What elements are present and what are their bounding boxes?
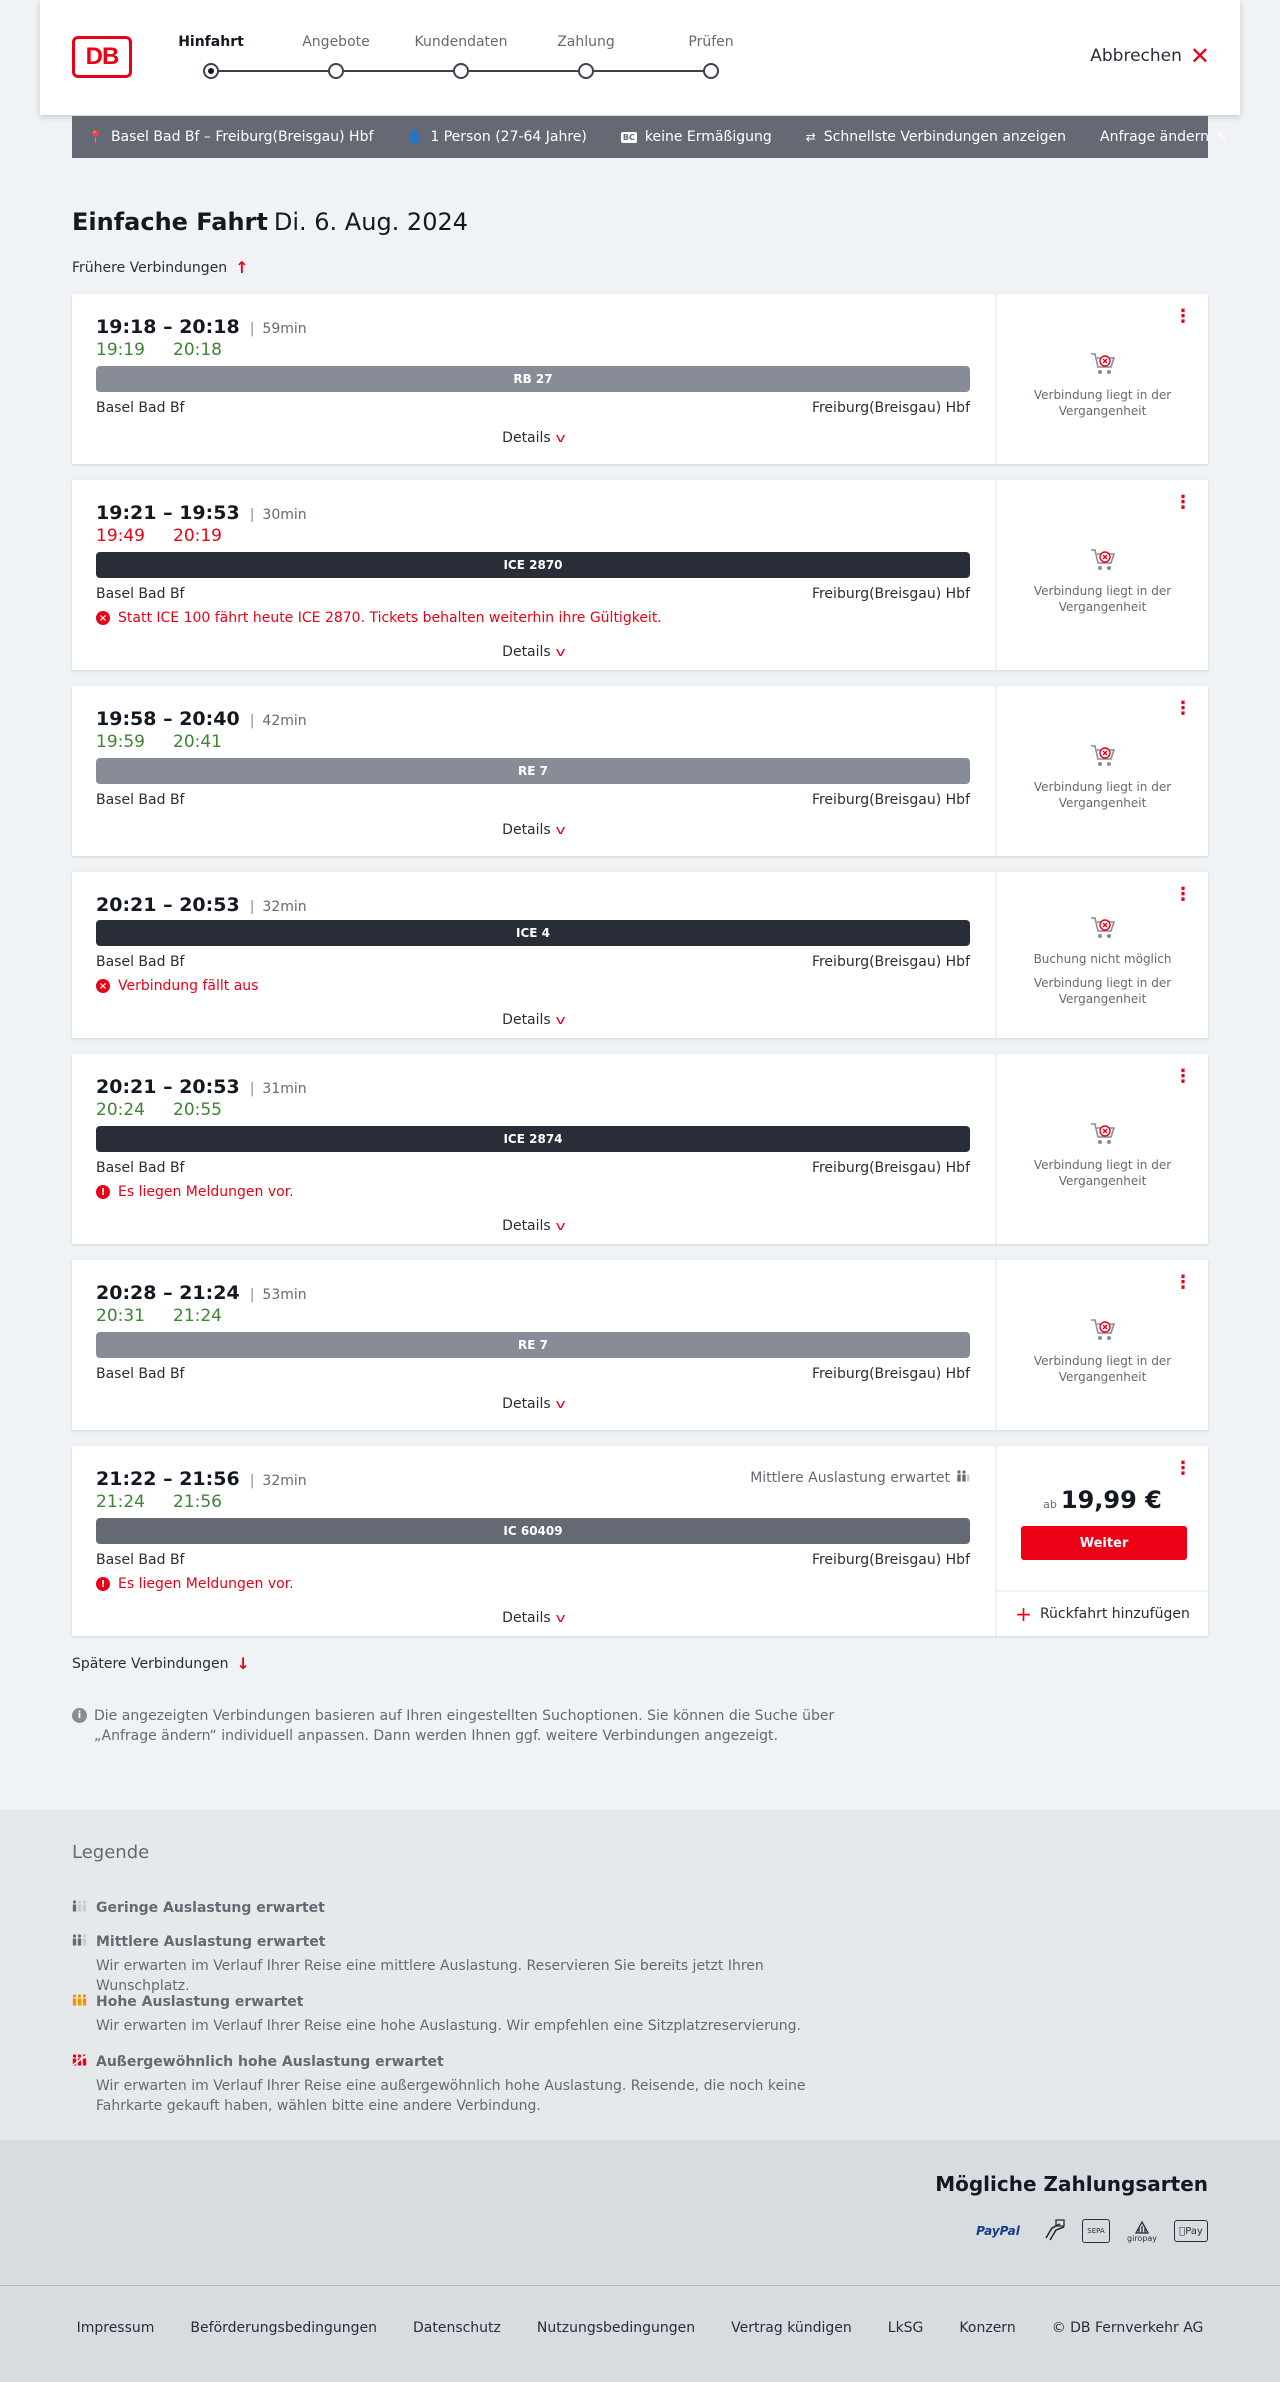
db-logo[interactable]: DB (72, 36, 132, 78)
footer-link-datenschutz[interactable]: Datenschutz (412, 2320, 501, 2336)
step-dot-icon (453, 63, 469, 79)
details-label: Details (502, 430, 551, 446)
stations (96, 1366, 970, 1382)
connection-message (96, 978, 258, 994)
connection-card[interactable] (72, 294, 1208, 464)
train-bar[interactable] (96, 1332, 970, 1358)
step-dot-icon (328, 63, 344, 79)
cart-unavailable-icon (997, 743, 1208, 773)
station-from: Basel Bad Bf (96, 1160, 185, 1176)
bahncard-icon: BC (622, 132, 635, 142)
later-label: Spätere Verbindungen (72, 1655, 229, 1672)
realtime-arrival: 20:18 (173, 340, 222, 360)
more-options-icon[interactable]: ⋮ (1174, 698, 1192, 719)
occupancy-indicator (750, 1470, 970, 1486)
chevron-down-icon: v (555, 1611, 566, 1625)
separator: | (249, 507, 255, 523)
price (997, 1486, 1208, 1514)
legend-item-label: Hohe Auslastung erwartet (96, 1994, 304, 2010)
details-label: Details (502, 644, 551, 660)
chevron-down-icon: v (555, 1397, 566, 1411)
step-3[interactable] (526, 34, 646, 79)
connection-main (72, 1260, 994, 1430)
paypal-icon: PayPal (976, 2224, 1020, 2238)
continue-button[interactable]: Weiter (1021, 1526, 1187, 1560)
stations (96, 400, 970, 416)
station-from: Basel Bad Bf (96, 792, 185, 808)
details-toggle[interactable] (72, 1218, 994, 1234)
booking-panel (995, 1260, 1208, 1430)
page-footer (0, 2285, 1280, 2382)
credit-card-hand-icon (1042, 2216, 1068, 2246)
legend-item-title (72, 1994, 852, 2010)
connection-times (96, 708, 307, 730)
chevron-down-icon: v (555, 431, 566, 445)
realtime-arrival: 20:19 (173, 526, 222, 546)
occupancy-level-icon (72, 1994, 88, 2010)
duration: 53min (262, 1287, 307, 1303)
step-label: Hinfahrt (178, 34, 244, 50)
legend-item-description: Wir erwarten im Verlauf Ihrer Reise eine mittlere Auslastung. Reservieren Sie bereits jetzt Ihren Wunschplatz. (96, 1958, 764, 1994)
search-persons (407, 129, 587, 145)
step-dot-icon (703, 63, 719, 79)
step-dot-icon (203, 63, 219, 79)
footer-link-impressum[interactable]: Impressum (76, 2320, 155, 2336)
search-summary-bar (72, 116, 1228, 158)
legend-item-description: Wir erwarten im Verlauf Ihrer Reise eine außergewöhnlich hohe Auslastung. Reisende, die noch keine Fahrkarte gekauft haben, wählen bitte eine andere Verbindung. (96, 2078, 806, 2114)
booking-panel (995, 1054, 1208, 1244)
search-route (88, 129, 373, 145)
connection-message (96, 610, 662, 626)
step-2[interactable] (401, 34, 521, 79)
past-connection-note: Verbindung liegt in der Vergangenheit (1033, 1354, 1172, 1384)
booking-panel (995, 480, 1208, 670)
booking-panel (995, 872, 1208, 1038)
duration: 42min (262, 713, 307, 729)
cart-unavailable-icon (997, 351, 1208, 381)
realtime-arrival: 20:55 (173, 1100, 222, 1120)
train-bar[interactable] (96, 758, 970, 784)
price-amount: 19,99 € (1060, 1486, 1162, 1514)
step-0[interactable] (151, 34, 271, 79)
page-title (72, 208, 468, 236)
booking-panel (995, 1446, 1208, 1636)
chevron-down-icon: v (555, 823, 566, 837)
planned-times: 20:28 – 21:24 (96, 1282, 240, 1304)
payment-title: Mögliche Zahlungsarten (935, 2172, 1208, 2196)
details-label: Details (502, 822, 551, 838)
message-text: Es liegen Meldungen vor. (118, 1184, 294, 1200)
occupancy-level-icon (72, 1934, 88, 1950)
planned-times: 21:22 – 21:56 (96, 1468, 240, 1490)
step-label: Kundendaten (414, 34, 508, 50)
more-options-icon[interactable]: ⋮ (1174, 1458, 1192, 1479)
price-prefix: ab (1043, 1498, 1057, 1511)
realtime-times (96, 1306, 250, 1326)
legend-item-title (72, 1934, 852, 1950)
train-bar[interactable] (96, 552, 970, 578)
payment-icons (968, 2216, 1208, 2246)
separator: | (249, 1287, 255, 1303)
connection-card[interactable] (72, 686, 1208, 856)
connection-times (96, 1282, 307, 1304)
station-to: Freiburg(Breisgau) Hbf (811, 1160, 970, 1176)
edit-request-label: Anfrage ändern (1100, 129, 1210, 145)
train-name: IC 60409 (503, 1524, 563, 1538)
station-to: Freiburg(Breisgau) Hbf (811, 400, 970, 416)
swap-arrows-icon: ⇄ (805, 130, 816, 144)
connection-main (72, 1054, 994, 1244)
realtime-departure: 19:59 (96, 732, 145, 752)
occupancy-level-icon (72, 1900, 88, 1916)
return-label: Rückfahrt hinzufügen (1039, 1606, 1190, 1622)
footer-link-nutzungsbedingungen[interactable]: Nutzungsbedingungen (536, 2320, 696, 2336)
connection-card[interactable] (72, 480, 1208, 670)
details-label: Details (502, 1218, 551, 1234)
search-discount (621, 129, 772, 145)
separator: | (249, 713, 255, 729)
trip-date: Di. 6. Aug. 2024 (273, 208, 469, 236)
cart-unavailable-icon (997, 1121, 1208, 1151)
past-connection-note: Verbindung liegt in der Vergangenheit (1033, 388, 1172, 418)
details-label: Details (502, 1610, 551, 1626)
duration: 59min (262, 321, 307, 337)
plus-icon: + (1015, 1602, 1032, 1626)
app-header (40, 0, 1240, 115)
cancel-icon: × (96, 611, 110, 625)
close-icon: ✕ (1189, 42, 1210, 70)
connection-times (96, 1468, 307, 1490)
more-options-icon[interactable]: ⋮ (1174, 306, 1192, 327)
station-to: Freiburg(Breisgau) Hbf (811, 954, 970, 970)
connection-message (96, 1184, 294, 1200)
separator: | (249, 899, 255, 915)
details-toggle[interactable] (72, 644, 994, 660)
footer-link-beförderungsbedingungen[interactable]: Beförderungsbedingungen (190, 2320, 377, 2336)
earlier-label: Frühere Verbindungen (72, 259, 228, 276)
footer-link-vertrag-kündigen[interactable]: Vertrag kündigen (731, 2320, 852, 2336)
location-pin-icon: 📍 (88, 130, 103, 144)
legend-item-title (72, 2054, 852, 2070)
occupancy-level-icon (72, 2054, 88, 2070)
station-from: Basel Bad Bf (96, 954, 185, 970)
legend-item-title (72, 1900, 852, 1916)
connection-card[interactable] (72, 1054, 1208, 1244)
past-connection-note: Verbindung liegt in der Vergangenheit (1033, 1158, 1172, 1188)
giropay-label: giropay (1126, 2233, 1158, 2243)
apple-pay-label: Pay (1182, 2225, 1200, 2237)
train-name: RE 7 (518, 1338, 548, 1352)
connection-card[interactable] (72, 872, 1208, 1038)
details-label: Details (502, 1012, 551, 1028)
more-options-icon[interactable]: ⋮ (1174, 1272, 1192, 1293)
chevron-down-icon: v (555, 645, 566, 659)
message-text: Verbindung fällt aus (118, 978, 259, 994)
pencil-icon: ✎ (1217, 130, 1228, 144)
legend-item (72, 1994, 852, 2036)
realtime-departure: 19:49 (96, 526, 145, 546)
search-fastest (806, 129, 1066, 145)
step-label: Zahlung (557, 34, 615, 50)
duration: 31min (262, 1081, 307, 1097)
realtime-times (96, 526, 250, 546)
booking-panel (995, 294, 1208, 464)
legend-item (72, 1934, 852, 1996)
footer-link-lksg[interactable]: LkSG (887, 2320, 924, 2336)
legend-item-label: Geringe Auslastung erwartet (96, 1900, 325, 1916)
train-name: ICE 2870 (503, 558, 563, 572)
planned-times: 19:18 – 20:18 (96, 316, 240, 338)
connection-card[interactable] (72, 1446, 1208, 1636)
info-icon: i (72, 1708, 87, 1723)
station-to: Freiburg(Breisgau) Hbf (811, 1366, 970, 1382)
realtime-arrival: 21:56 (173, 1492, 222, 1512)
legend-title: Legende (72, 1842, 150, 1863)
persons-label: 1 Person (27-64 Jahre) (430, 129, 587, 145)
station-to: Freiburg(Breisgau) Hbf (811, 586, 970, 602)
discount-label: keine Ermäßigung (644, 129, 772, 145)
later-connections-link[interactable] (72, 1654, 250, 1673)
past-connection-note: Verbindung liegt in der Vergangenheit (1033, 976, 1172, 1006)
connection-main (72, 480, 994, 670)
legend-item-label: Außergewöhnlich hohe Auslastung erwartet (96, 2054, 444, 2070)
train-bar[interactable] (96, 1126, 970, 1152)
apple-pay-icon (1174, 2220, 1208, 2242)
station-from: Basel Bad Bf (96, 1366, 185, 1382)
cart-unavailable-icon (997, 547, 1208, 577)
more-options-icon[interactable]: ⋮ (1174, 1066, 1192, 1087)
details-label: Details (502, 1396, 551, 1412)
earlier-connections-link[interactable] (72, 258, 249, 277)
more-options-icon[interactable]: ⋮ (1174, 884, 1192, 905)
connection-card[interactable] (72, 1260, 1208, 1430)
giropay-icon (1124, 2216, 1160, 2246)
separator: | (249, 321, 255, 337)
stations (96, 954, 970, 970)
stations (96, 1552, 970, 1568)
legend-item (72, 1900, 852, 1916)
realtime-departure: 21:24 (96, 1492, 145, 1512)
details-toggle[interactable] (72, 1396, 994, 1412)
realtime-times (96, 1492, 250, 1512)
realtime-times (96, 340, 250, 360)
edit-request-button[interactable] (1100, 129, 1227, 145)
connection-main (72, 1446, 994, 1636)
station-from: Basel Bad Bf (96, 400, 185, 416)
add-return-button[interactable] (997, 1590, 1208, 1636)
details-toggle[interactable] (72, 1012, 994, 1028)
alert-icon: ! (96, 1185, 110, 1199)
occupancy-label: Mittlere Auslastung erwartet (750, 1470, 950, 1486)
legend-section (0, 1810, 1280, 2140)
step-label: Prüfen (688, 34, 734, 50)
station-to: Freiburg(Breisgau) Hbf (811, 792, 970, 808)
trip-type: Einfache Fahrt (72, 208, 268, 236)
chevron-down-icon: v (555, 1013, 566, 1027)
duration: 32min (262, 899, 307, 915)
info-text: Die angezeigten Verbindungen basieren auf Ihren eingestellten Suchoptionen. Sie können die Suche über „Anfrage ändern“ individuell anpassen. Dann werden Ihnen ggf. weitere Verbindungen angezeigt. (94, 1708, 835, 1744)
train-bar[interactable] (96, 920, 970, 946)
duration: 32min (262, 1473, 307, 1489)
abort-label: Abbrechen (1090, 46, 1182, 66)
connection-main (72, 686, 994, 856)
realtime-departure: 19:19 (96, 340, 145, 360)
copyright: © DB Fernverkehr AG (1051, 2320, 1204, 2336)
details-toggle[interactable] (72, 430, 994, 446)
info-note (72, 1706, 852, 1746)
payment-section (0, 2140, 1280, 2285)
step-label: Angebote (302, 34, 370, 50)
connection-times (96, 316, 307, 338)
realtime-departure: 20:24 (96, 1100, 145, 1120)
occupancy-icon (956, 1470, 970, 1486)
past-connection-note: Verbindung liegt in der Vergangenheit (1033, 584, 1172, 614)
details-toggle[interactable] (72, 1610, 994, 1626)
details-toggle[interactable] (72, 822, 994, 838)
arrow-down-icon: ↓ (236, 1654, 250, 1673)
connection-times (96, 1076, 307, 1098)
past-connection-note: Verbindung liegt in der Vergangenheit (1033, 780, 1172, 810)
duration: 30min (262, 507, 307, 523)
sepa-icon: SEPA (1082, 2219, 1110, 2243)
booking-panel (995, 686, 1208, 856)
arrow-up-icon: ↑ (235, 258, 249, 277)
step-1[interactable] (276, 34, 396, 79)
stations (96, 1160, 970, 1176)
train-name: ICE 2874 (503, 1132, 563, 1146)
message-text: Es liegen Meldungen vor. (118, 1576, 294, 1592)
realtime-arrival: 21:24 (173, 1306, 222, 1326)
planned-times: 19:21 – 19:53 (96, 502, 240, 524)
station-from: Basel Bad Bf (96, 1552, 185, 1568)
footer-link-konzern[interactable]: Konzern (959, 2320, 1016, 2336)
train-bar[interactable] (96, 366, 970, 392)
booking-status: Buchung nicht möglich (1033, 952, 1172, 966)
train-name: RE 7 (518, 764, 548, 778)
separator: | (249, 1081, 255, 1097)
step-4[interactable] (651, 34, 771, 79)
realtime-arrival: 20:41 (173, 732, 222, 752)
stations (96, 586, 970, 602)
route-label: Basel Bad Bf – Freiburg(Breisgau) Hbf (110, 129, 374, 145)
connection-main (72, 872, 994, 1038)
step-dot-icon (578, 63, 594, 79)
connection-times (96, 894, 307, 916)
realtime-times (96, 732, 250, 752)
alert-icon: ! (96, 1577, 110, 1591)
progress-steps (180, 34, 740, 84)
cart-unavailable-icon (997, 915, 1208, 945)
realtime-departure: 20:31 (96, 1306, 145, 1326)
train-bar[interactable] (96, 1518, 970, 1544)
planned-times: 20:21 – 20:53 (96, 1076, 240, 1098)
planned-times: 20:21 – 20:53 (96, 894, 240, 916)
connection-times (96, 502, 307, 524)
chevron-down-icon: v (555, 1219, 566, 1233)
planned-times: 19:58 – 20:40 (96, 708, 240, 730)
separator: | (249, 1473, 255, 1489)
realtime-times (96, 1100, 250, 1120)
more-options-icon[interactable]: ⋮ (1174, 492, 1192, 513)
train-name: RB 27 (513, 372, 553, 386)
station-to: Freiburg(Breisgau) Hbf (811, 1552, 970, 1568)
legend-item-description: Wir erwarten im Verlauf Ihrer Reise eine hohe Auslastung. Wir empfehlen eine Sitzplatzreservierung. (96, 2018, 801, 2034)
message-text: Statt ICE 100 fährt heute ICE 2870. Tickets behalten weiterhin ihre Gültigkeit. (118, 610, 662, 626)
fastest-label: Schnellste Verbindungen anzeigen (823, 129, 1067, 145)
cart-unavailable-icon (997, 1317, 1208, 1347)
abort-button[interactable] (1090, 42, 1210, 70)
connection-message (96, 1576, 294, 1592)
legend-item (72, 2054, 852, 2116)
person-icon: 👤 (407, 130, 423, 144)
station-from: Basel Bad Bf (96, 586, 185, 602)
train-name: ICE 4 (516, 926, 550, 940)
cancel-icon: × (96, 979, 110, 993)
legend-item-label: Mittlere Auslastung erwartet (96, 1934, 326, 1950)
stations (96, 792, 970, 808)
connection-main (72, 294, 994, 464)
